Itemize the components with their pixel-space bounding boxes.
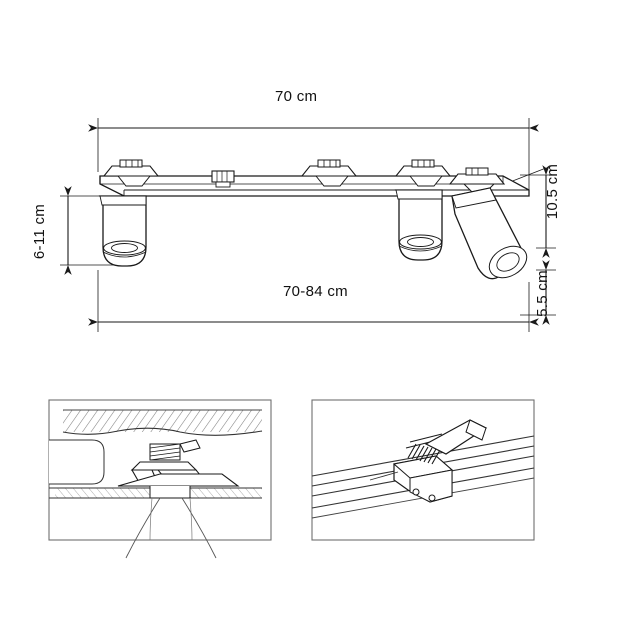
detail-view-track-mount [312, 400, 534, 540]
dimension-width-bottom [98, 270, 529, 332]
dimension-label-depth-right: 10.5 cm [544, 163, 562, 220]
dimension-label-depth-lower-right: 5.5 cm [533, 270, 551, 317]
spotlight-head-3 [452, 188, 532, 284]
dimension-label-width-bottom: 70-84 cm [283, 283, 348, 300]
detail-view-ceiling-mount [49, 400, 271, 558]
spotlight-head-1 [100, 196, 146, 266]
dimension-label-width-top: 70 cm [275, 88, 318, 105]
dimension-label-height-left: 6-11 cm [31, 203, 49, 260]
spotlight-head-2 [396, 190, 442, 260]
